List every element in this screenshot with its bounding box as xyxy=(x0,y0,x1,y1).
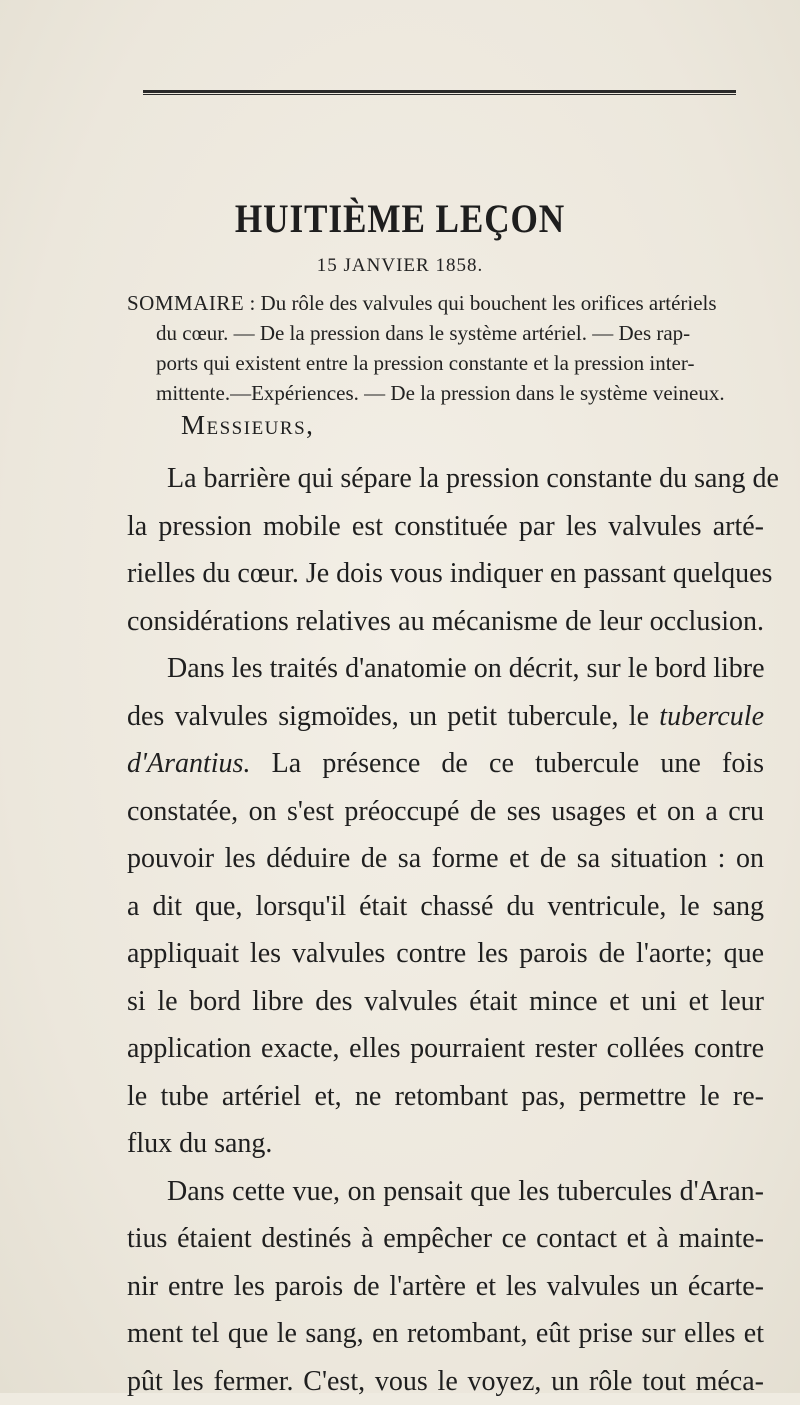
lesson-title: HUITIÈME LEÇON xyxy=(48,195,752,242)
text-line: application exacte, elles pourraient rester collées contre xyxy=(127,1025,764,1073)
text-segment: des valvules sigmoïdes, un petit tubercule, le xyxy=(127,701,659,732)
italic-term: tubercule xyxy=(659,701,764,732)
text-line: constatée, on s'est préoccupé de ses usages et on a cru xyxy=(127,788,764,836)
summary-line-2: du cœur. — De la pression dans le système artériel. — Des rap- xyxy=(127,318,764,348)
text-line: considérations relatives au mécanisme de leur occlusion. xyxy=(127,598,764,646)
header-rule xyxy=(143,90,736,95)
text-line: pût les fermer. C'est, vous le voyez, un rôle tout méca- xyxy=(127,1358,764,1405)
summary-label: SOMMAIRE xyxy=(127,291,244,315)
text-line: nir entre les parois de l'artère et les valvules un écarte- xyxy=(127,1263,764,1311)
text-line: Dans cette vue, on pensait que les tubercules d'Aran- xyxy=(127,1168,764,1216)
summary-text-1: : Du rôle des valvules qui bouchent les orifices artériels xyxy=(244,291,716,315)
text-line: rielles du cœur. Je dois vous indiquer en passant quelques xyxy=(127,550,764,598)
text-line: le tube artériel et, ne retombant pas, permettre le re- xyxy=(127,1073,764,1121)
summary-line-1 xyxy=(127,288,764,318)
text-line: appliquait les valvules contre les parois de l'aorte; que xyxy=(127,930,764,978)
summary-line-3: ports qui existent entre la pression constante et la pression inter- xyxy=(127,348,764,378)
text-line: Dans les traités d'anatomie on décrit, sur le bord libre xyxy=(127,645,764,693)
text-line xyxy=(127,740,764,788)
text-line xyxy=(127,693,764,741)
text-line: tius étaient destinés à empêcher ce contact et à mainte- xyxy=(127,1215,764,1263)
text-line: a dit que, lorsqu'il était chassé du ventricule, le sang xyxy=(127,883,764,931)
summary-line-4: mittente.—Expériences. — De la pression dans le système veineux. xyxy=(127,378,764,408)
text-line: pouvoir les déduire de sa forme et de sa situation : on xyxy=(127,835,764,883)
text-line: la pression mobile est constituée par les valvules arté- xyxy=(127,503,764,551)
text-segment: La présence de ce tubercule une fois xyxy=(250,748,764,779)
text-line: ment tel que le sang, en retombant, eût prise sur elles et xyxy=(127,1310,764,1358)
body-text xyxy=(127,455,764,1405)
lesson-date: 15 JANVIER 1858. xyxy=(0,255,800,277)
text-line: si le bord libre des valvules était mince et uni et leur xyxy=(127,978,764,1026)
summary-block xyxy=(127,288,764,408)
text-line: flux du sang. xyxy=(127,1120,764,1168)
italic-term: d'Arantius. xyxy=(127,748,250,779)
text-line: La barrière qui sépare la pression constante du sang de xyxy=(127,455,764,503)
salutation: Messieurs, xyxy=(181,410,314,441)
